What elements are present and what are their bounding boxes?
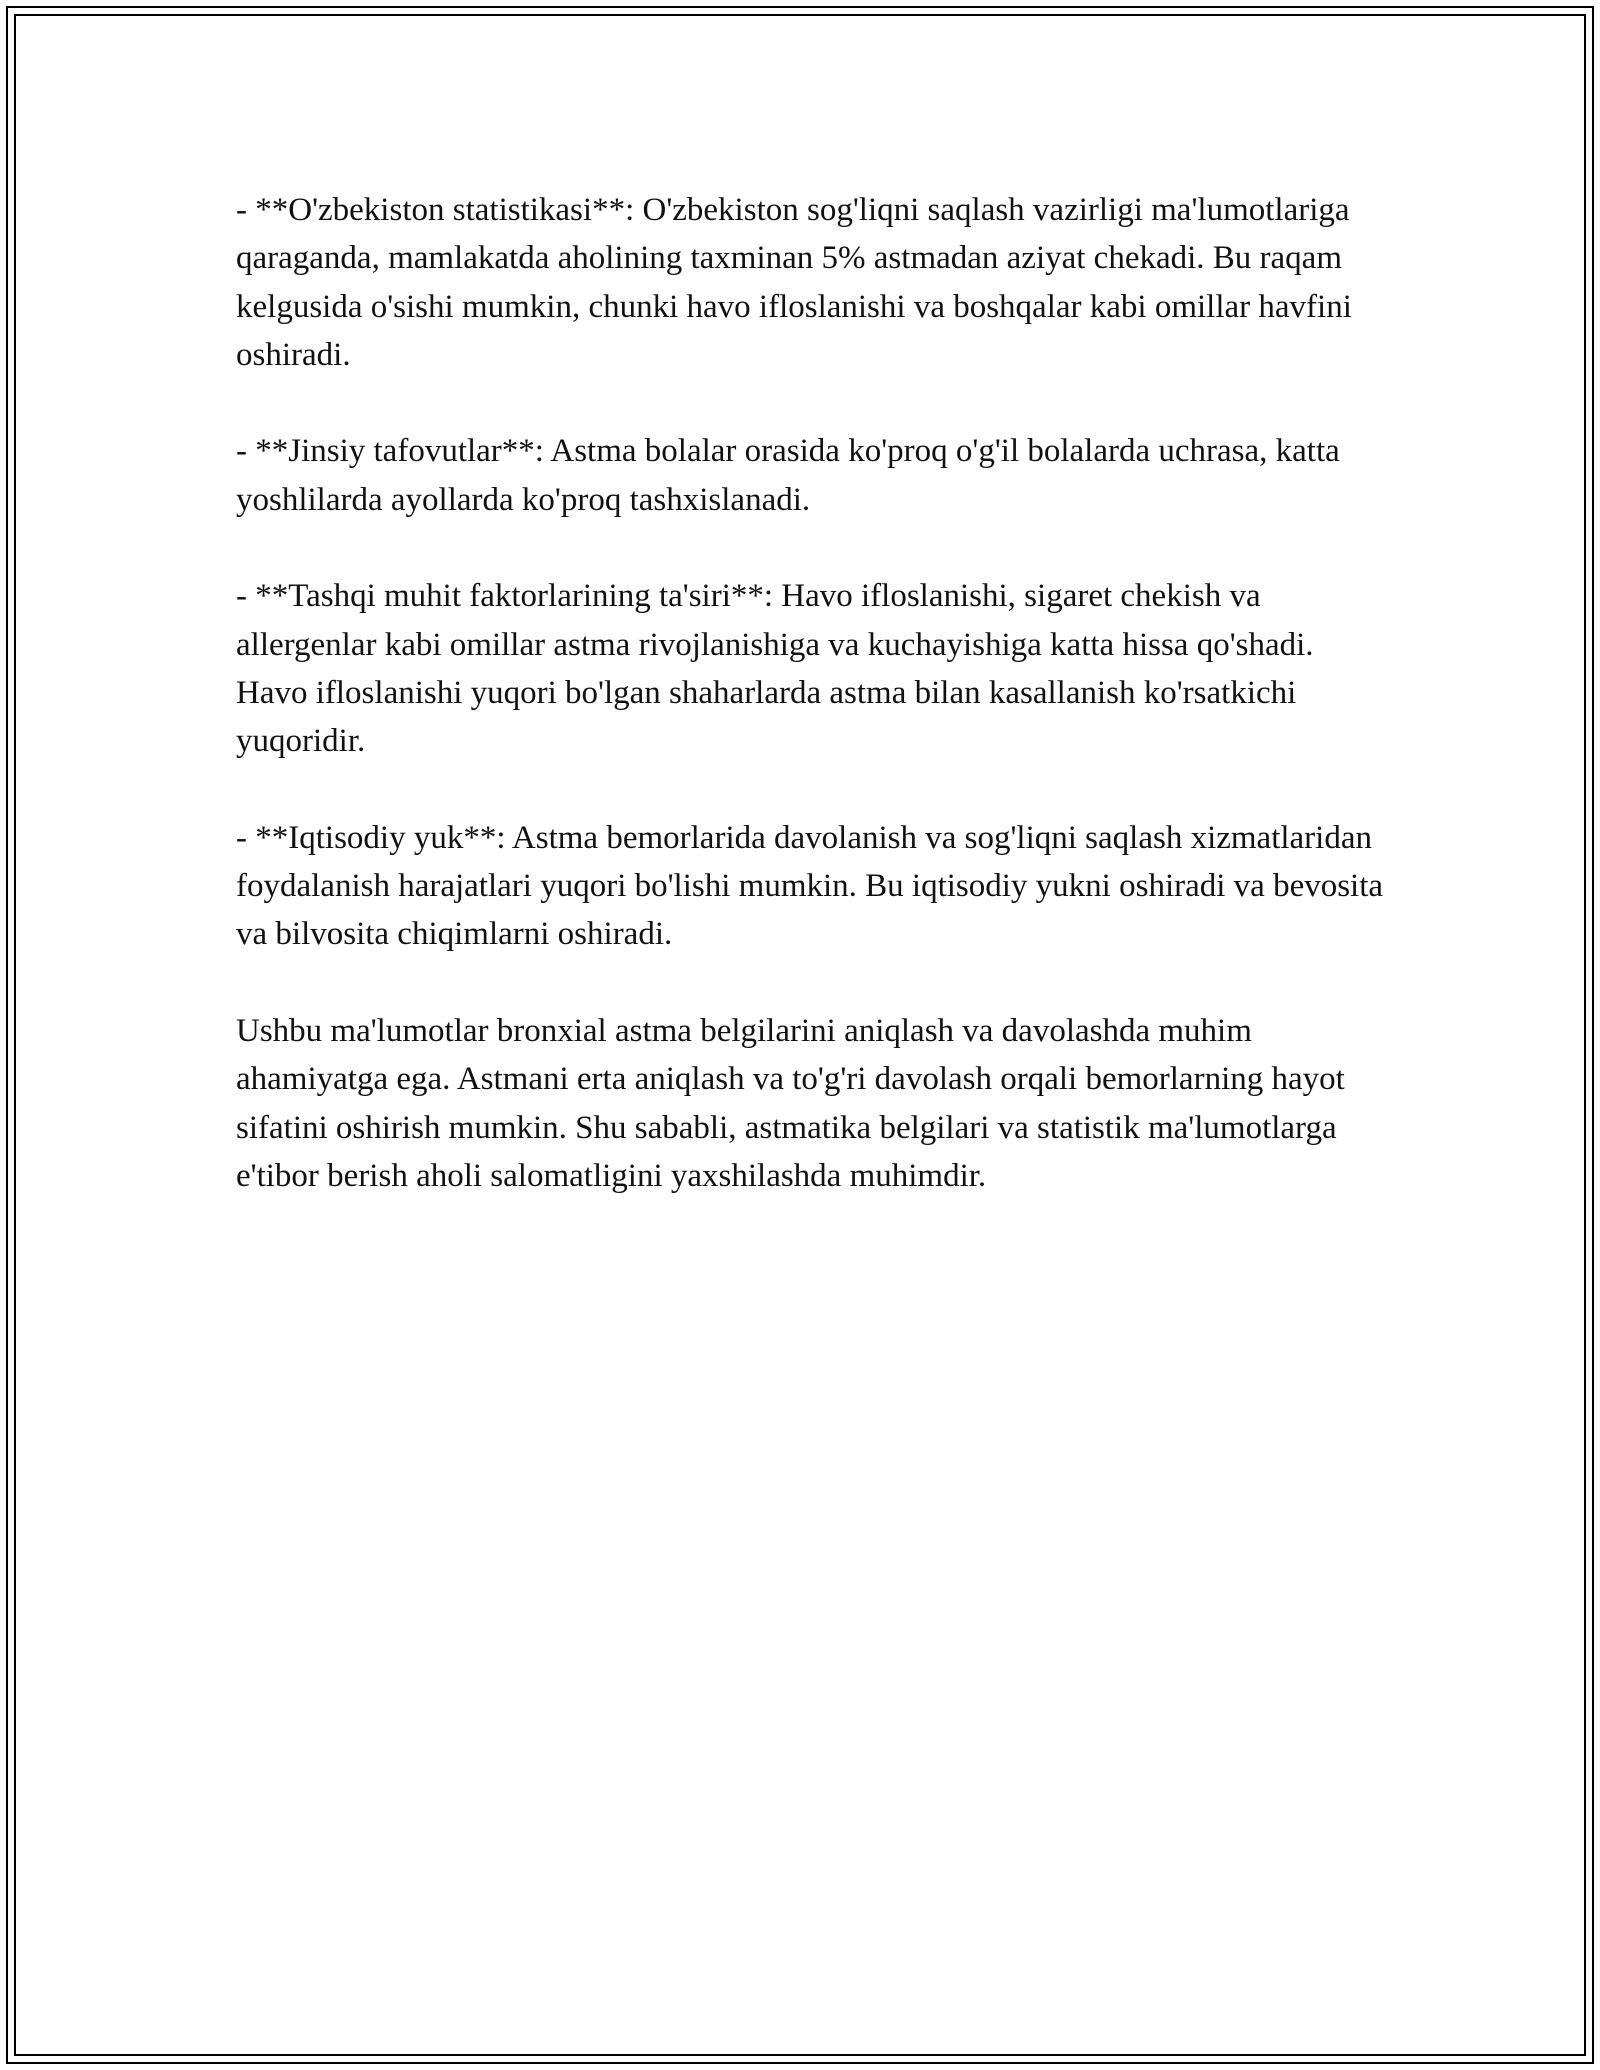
document-body	[236, 186, 1386, 1249]
paragraph-uzbekistan-statistics: - **O'zbekiston statistikasi**: O'zbekiston sog'liqni saqlash vazirligi ma'lumotlariga qaraganda, mamlakatda aholining taxminan 5% astmadan aziyat chekadi. Bu raqam kelgusida o'sishi mumkin, chunki havo ifloslanishi va boshqalar kabi omillar havfini oshiradi.	[236, 192, 1352, 373]
paragraph-conclusion: Ushbu ma'lumotlar bronxial astma belgilarini aniqlash va davolashda muhim ahamiyatga ega. Astmani erta aniqlash va to'g'ri davolash orqali bemorlarning hayot sifatini oshirish mumkin. Shu sababli, astmatika belgilari va statistik ma'lumotlarga e'tibor berish aholi salomatligini yaxshilashda muhimdir.	[236, 1013, 1345, 1194]
paragraph-environmental-factors: - **Tashqi muhit faktorlarining ta'siri**: Havo ifloslanishi, sigaret chekish va allergenlar kabi omillar astma rivojlanishiga va kuchayishiga katta hissa qo'shadi. Havo ifloslanishi yuqori bo'lgan shaharlarda astma bilan kasallanish ko'rsatkichi yuqoridir.	[236, 578, 1314, 760]
paragraph-economic-burden: - **Iqtisodiy yuk**: Astma bemorlarida davolanish va sog'liqni saqlash xizmatlaridan foydalanish harajatlari yuqori bo'lishi mumkin. Bu iqtisodiy yukni oshiradi va bevosita va bilvosita chiqimlarni oshiradi.	[236, 819, 1384, 953]
paragraph-gender-differences: - **Jinsiy tafovutlar**: Astma bolalar orasida ko'proq o'g'il bolalarda uchrasa, katta yoshlilarda ayollarda ko'proq tashxislanadi.	[236, 433, 1340, 518]
